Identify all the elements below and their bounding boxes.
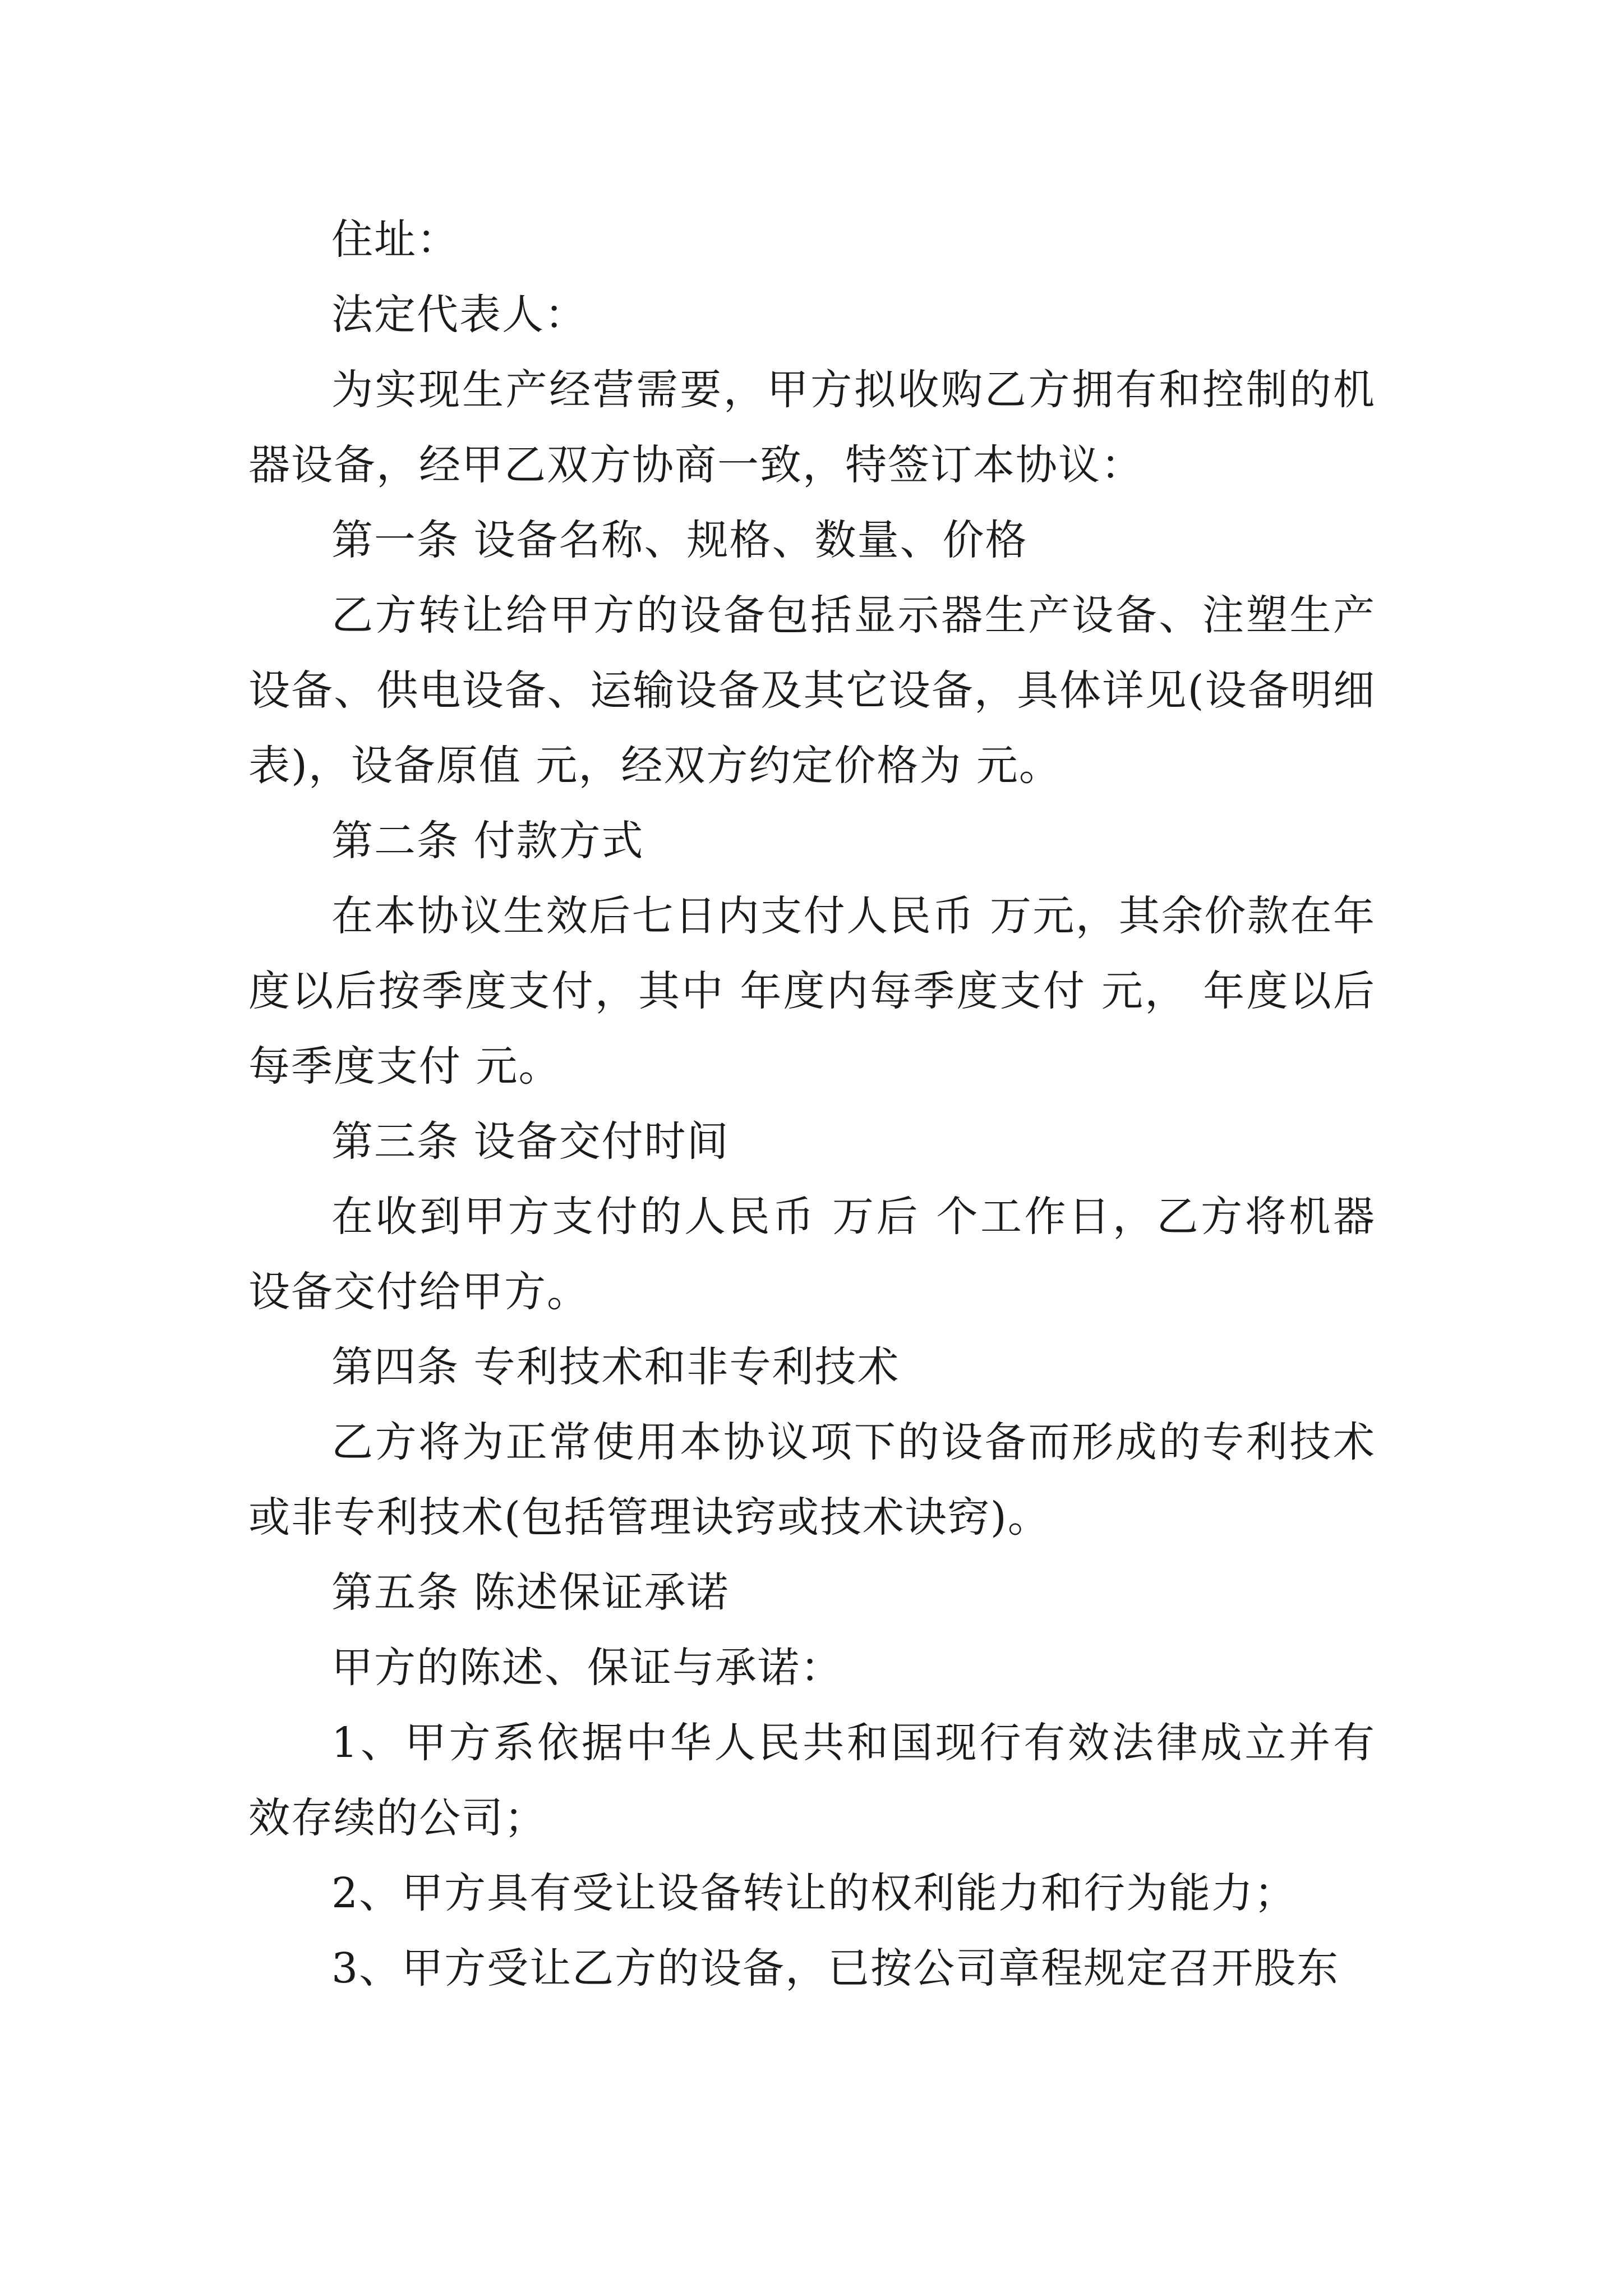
article-3-heading: 第三条 设备交付时间	[331, 1117, 730, 1166]
legal-representative-line: 法定代表人：	[331, 291, 587, 339]
article-1-body: 乙方转让给甲方的设备包括显示器生产设备、注塑生产设备、供电设备、运输设备及其它设备，具体详见(设备明细表)，设备原值 元，经双方约定价格为 元。	[248, 591, 1376, 790]
address-line: 住址：	[331, 215, 459, 264]
article-4-body: 乙方将为正常使用本协议项下的设备而形成的专利技术或非专利技术(包括管理诀窍或技术诀窍)。	[248, 1418, 1376, 1542]
party-a-statement-3: 3、甲方受让乙方的设备，已按公司章程规定召开股东	[331, 1944, 1340, 1993]
article-2-heading: 第二条 付款方式	[331, 817, 644, 865]
document-body	[248, 202, 1376, 2006]
preamble-paragraph: 为实现生产经营需要，甲方拟收购乙方拥有和控制的机器设备，经甲乙双方协商一致，特签订本协议：	[248, 366, 1376, 489]
party-a-statements-intro: 甲方的陈述、保证与承诺：	[331, 1644, 843, 1692]
article-1-heading: 第一条 设备名称、规格、数量、价格	[331, 516, 1028, 564]
party-a-statement-2: 2、甲方具有受让设备转让的权利能力和行为能力；	[331, 1869, 1297, 1917]
article-2-body: 在本协议生效后七日内支付人民币 万元，其余价款在年度以后按季度支付，其中 年度内每季度支付 元， 年度以后每季度支付 元。	[248, 892, 1376, 1091]
article-3-body: 在收到甲方支付的人民币 万后 个工作日，乙方将机器设备交付给甲方。	[248, 1193, 1376, 1316]
party-a-statement-1: 1、甲方系依据中华人民共和国现行有效法律成立并有效存续的公司；	[248, 1719, 1376, 1842]
article-5-heading: 第五条 陈述保证承诺	[331, 1568, 730, 1617]
article-4-heading: 第四条 专利技术和非专利技术	[331, 1343, 900, 1391]
